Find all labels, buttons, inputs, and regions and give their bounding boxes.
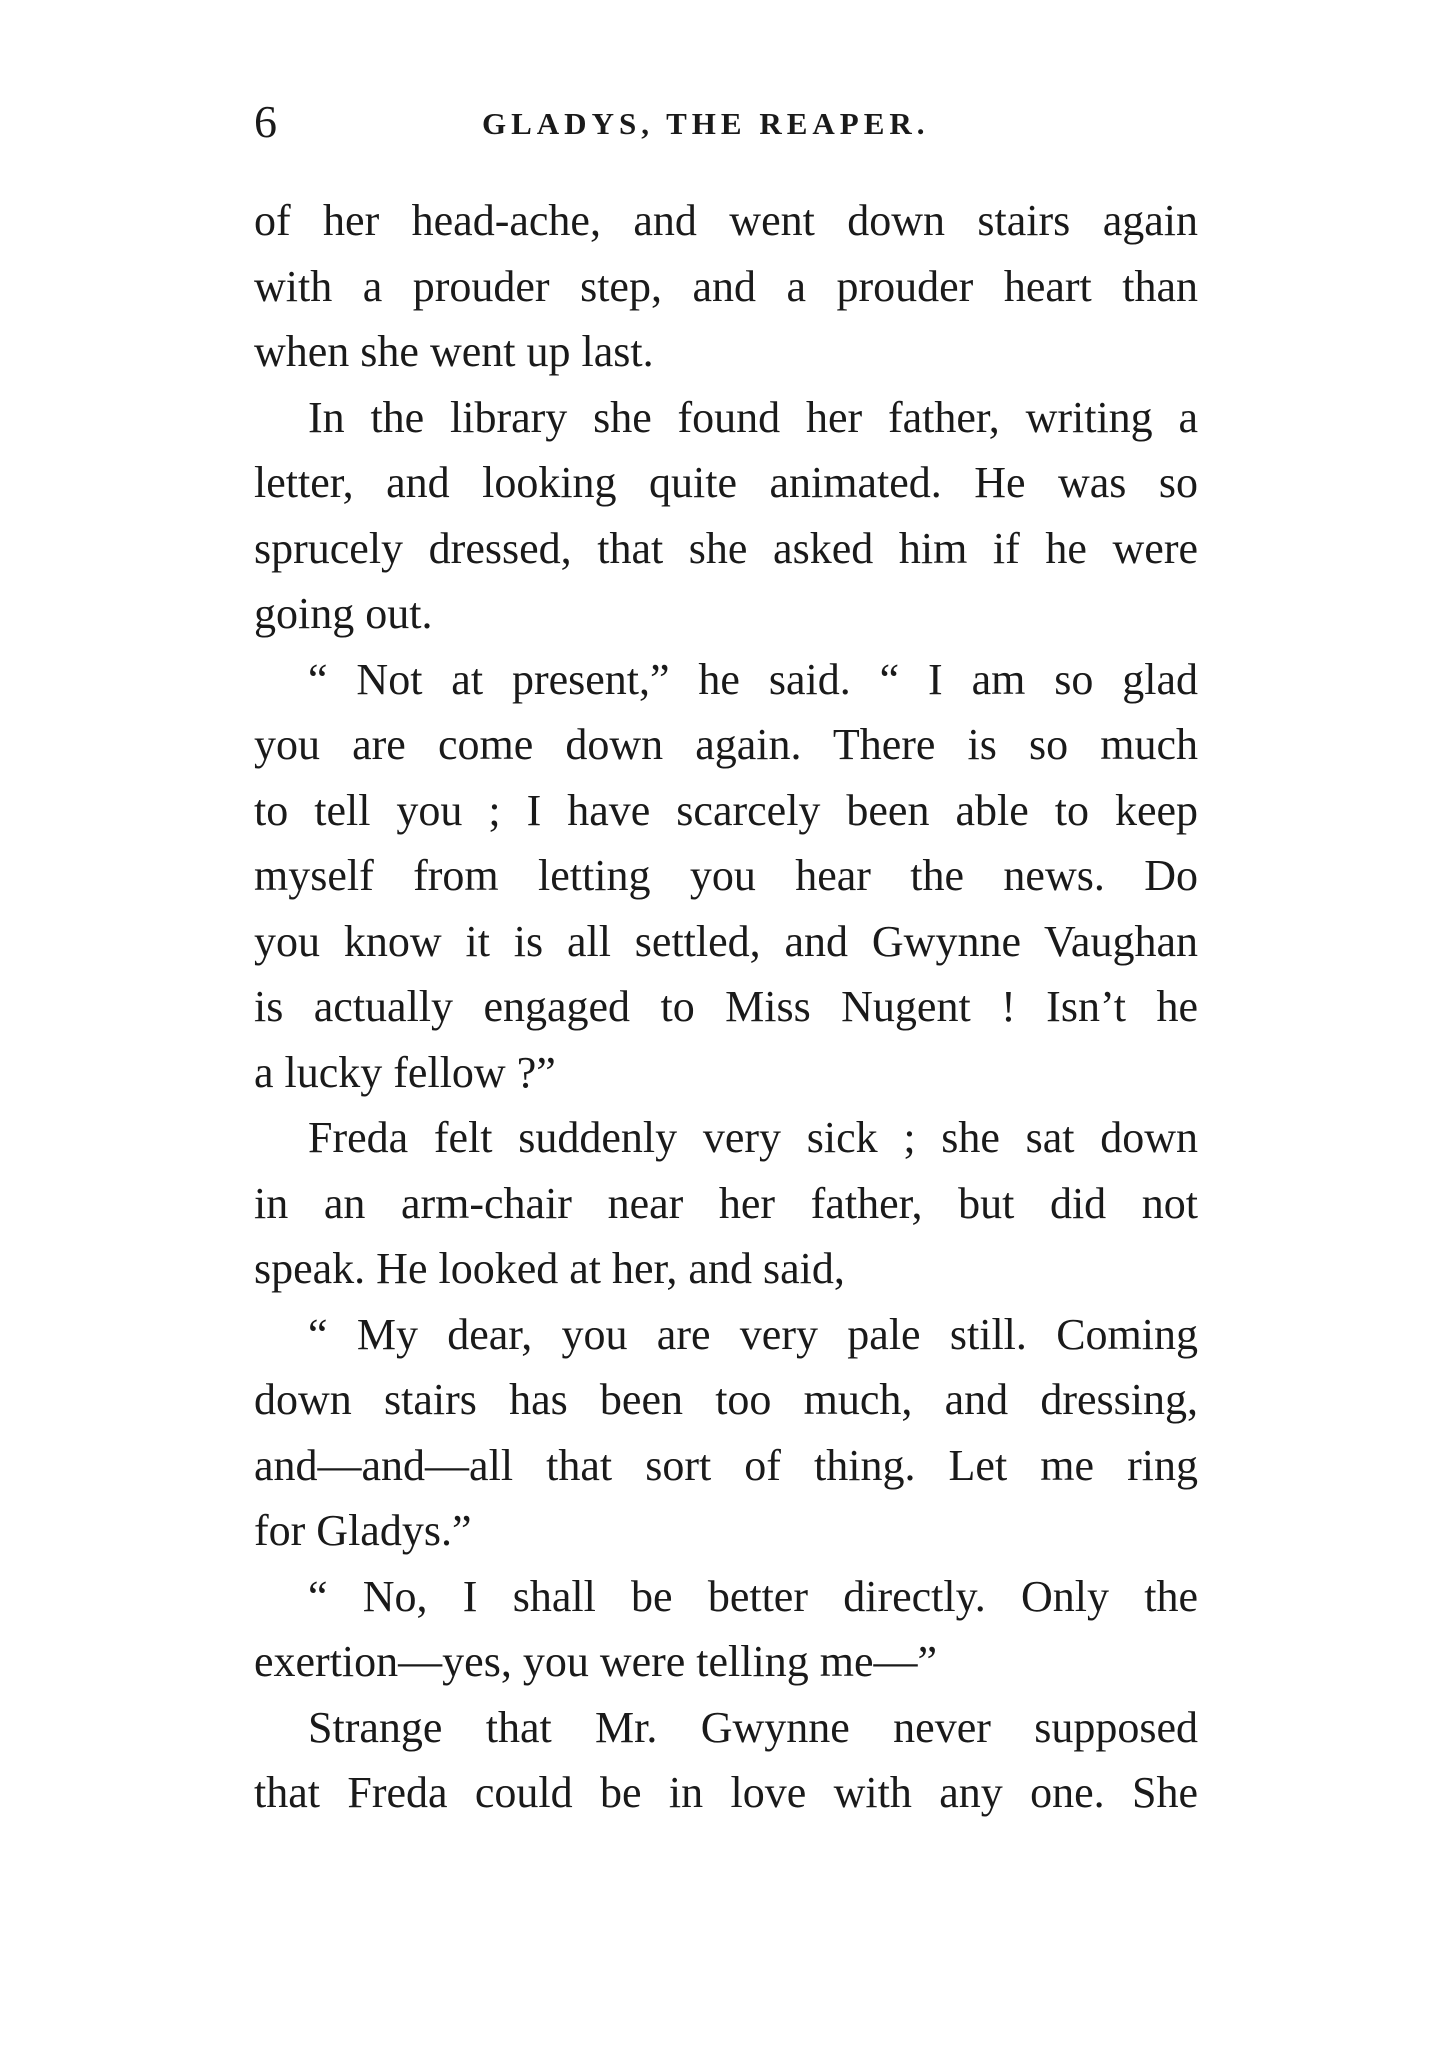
text-line: Freda felt suddenly very sick ; she sat down bbox=[308, 1113, 1198, 1162]
text-line: “ Not at present,” he said. “ I am so glad bbox=[308, 654, 1198, 704]
text-line: a lucky fellow ?” bbox=[254, 1047, 556, 1097]
text-line: you know it is all settled, and Gwynne Vaughan bbox=[254, 916, 1198, 966]
text-line: of her head-ache, and went down stairs again bbox=[254, 196, 1198, 245]
text-line: letter, and looking quite animated. He was so bbox=[254, 458, 1198, 507]
body-text bbox=[254, 188, 1198, 1826]
text-line: down stairs has been too much, and dressing, bbox=[254, 1375, 1198, 1424]
text-line: In the library she found her father, writing a bbox=[308, 392, 1198, 442]
page-number: 6 bbox=[254, 96, 277, 147]
text-line: “ No, I shall be better directly. Only the bbox=[308, 1571, 1198, 1621]
text-line: and—and—all that sort of thing. Let me ring bbox=[254, 1440, 1198, 1490]
running-head bbox=[254, 92, 1194, 152]
text-line: exertion—yes, you were telling me—” bbox=[254, 1637, 938, 1686]
text-line: going out. bbox=[254, 589, 433, 638]
text-line: “ My dear, you are very pale still. Coming bbox=[308, 1309, 1198, 1359]
text-line: when she went up last. bbox=[254, 327, 654, 376]
text-line: is actually engaged to Miss Nugent ! Isn’t he bbox=[254, 982, 1198, 1031]
text-line: to tell you ; I have scarcely been able to keep bbox=[254, 785, 1198, 835]
running-title: GLADYS, THE REAPER. bbox=[482, 106, 930, 141]
text-line: with a prouder step, and a prouder heart than bbox=[254, 261, 1198, 311]
text-line: Strange that Mr. Gwynne never supposed bbox=[308, 1702, 1198, 1752]
text-line: you are come down again. There is so much bbox=[254, 720, 1198, 769]
text-line: in an arm-chair near her father, but did not bbox=[254, 1178, 1198, 1228]
text-line: for Gladys.” bbox=[254, 1506, 472, 1555]
text-line: speak. He looked at her, and said, bbox=[254, 1244, 845, 1293]
text-line: that Freda could be in love with any one. She bbox=[254, 1768, 1198, 1817]
text-line: sprucely dressed, that she asked him if he were bbox=[254, 523, 1198, 573]
text-line: myself from letting you hear the news. Do bbox=[254, 851, 1198, 900]
